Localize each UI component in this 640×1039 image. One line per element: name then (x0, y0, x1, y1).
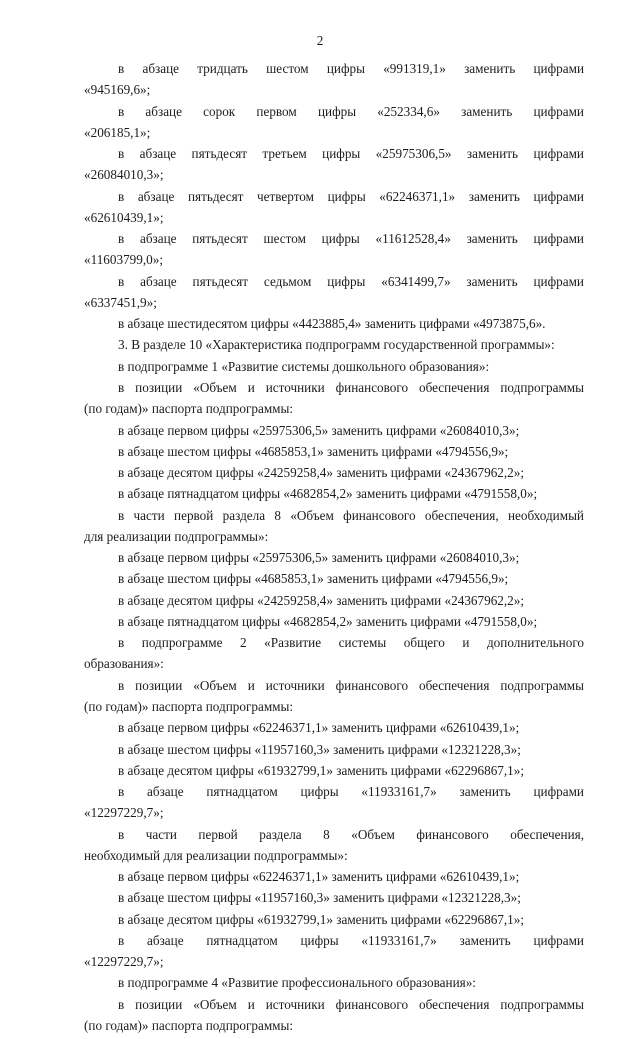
text-line: в абзаце пятьдесят четвертом цифры «62246371,1» заменить цифрами (118, 188, 584, 204)
text-line: в абзаце пятнадцатом цифры «11933161,7» заменить цифрами (118, 932, 584, 948)
text-line: в абзаце шестом цифры «4685853,1» заменить цифрами «4794556,9»; (118, 443, 509, 459)
text-line: «6337451,9»; (84, 294, 157, 310)
text-line: в абзаце пятьдесят седьмом цифры «6341499,7» заменить цифрами (118, 273, 584, 289)
text-line: (по годам)» паспорта подпрограммы: (84, 1017, 294, 1033)
text-line: в подпрограмме 2 «Развитие системы общего и дополнительного (118, 635, 584, 651)
text-line: необходимый для реализации подпрограммы»: (84, 847, 348, 863)
text-line: «26084010,3»; (84, 167, 164, 183)
text-line: «62610439,1»; (84, 209, 164, 225)
text-line: в абзаце шестом цифры «11957160,3» заменить цифрами «12321228,3»; (118, 741, 521, 757)
text-line: «945169,6»; (84, 82, 151, 98)
text-line: в позиции «Объем и источники финансового обеспечения подпрограммы (118, 996, 584, 1012)
document-body (84, 61, 584, 1039)
text-line: (по годам)» паспорта подпрограммы: (84, 698, 294, 714)
text-line: в подпрограмме 1 «Развитие системы дошкольного образования»: (118, 358, 490, 374)
text-line: в абзаце сорок первом цифры «252334,6» заменить цифрами (118, 103, 584, 119)
text-line: «12297229,7»; (84, 805, 164, 821)
text-line: в части первой раздела 8 «Объем финансового обеспечения, необходимый (118, 507, 584, 523)
text-line: в абзаце шестом цифры «11957160,3» заменить цифрами «12321228,3»; (118, 890, 521, 906)
text-line: в абзаце шестом цифры «4685853,1» заменить цифрами «4794556,9»; (118, 571, 509, 587)
text-line: в абзаце первом цифры «25975306,5» заменить цифрами «26084010,3»; (118, 422, 520, 438)
text-line: в абзаце пятьдесят шестом цифры «11612528,4» заменить цифрами (118, 231, 584, 247)
text-line: в абзаце первом цифры «25975306,5» заменить цифрами «26084010,3»; (118, 550, 520, 566)
text-line: в подпрограмме 4 «Развитие профессионального образования»: (118, 975, 476, 991)
text-line: в позиции «Объем и источники финансового обеспечения подпрограммы (118, 379, 584, 395)
text-line: «12297229,7»; (84, 954, 164, 970)
text-line: 3. В разделе 10 «Характеристика подпрограмм государственной программы»: (118, 337, 555, 353)
text-line: в позиции «Объем и источники финансового обеспечения подпрограммы (118, 677, 584, 693)
text-line: в абзаце пятнадцатом цифры «4682854,2» заменить цифрами «4791558,0»; (118, 613, 538, 629)
text-line: «11603799,0»; (84, 252, 164, 268)
text-line: в абзаце десятом цифры «24259258,4» заменить цифрами «24367962,2»; (118, 465, 525, 481)
text-line: «206185,1»; (84, 124, 151, 140)
text-line: в абзаце десятом цифры «61932799,1» заменить цифрами «62296867,1»; (118, 762, 525, 778)
text-line: в части первой раздела 8 «Объем финансового обеспечения, (118, 826, 584, 842)
text-line: в абзаце пятнадцатом цифры «11933161,7» заменить цифрами (118, 784, 584, 800)
text-line: для реализации подпрограммы»: (84, 528, 269, 544)
page-number: 2 (316, 33, 324, 48)
text-line: в абзаце десятом цифры «61932799,1» заменить цифрами «62296867,1»; (118, 911, 525, 927)
text-line: в абзаце первом цифры «62246371,1» заменить цифрами «62610439,1»; (118, 720, 520, 736)
text-line: в абзаце десятом цифры «24259258,4» заменить цифрами «24367962,2»; (118, 592, 525, 608)
text-line: в абзаце первом цифры «62246371,1» заменить цифрами «62610439,1»; (118, 869, 520, 885)
text-line: в абзаце пятьдесят третьем цифры «25975306,5» заменить цифрами (118, 146, 584, 162)
text-line: в абзаце пятнадцатом цифры «4682854,2» заменить цифрами «4791558,0»; (118, 486, 538, 502)
text-line: образования»: (84, 656, 164, 672)
text-line: (по годам)» паспорта подпрограммы: (84, 401, 294, 417)
text-line: в абзаце тридцать шестом цифры «991319,1» заменить цифрами (118, 61, 584, 76)
text-line: в абзаце шестидесятом цифры «4423885,4» заменить цифрами «4973875,6». (118, 316, 546, 332)
